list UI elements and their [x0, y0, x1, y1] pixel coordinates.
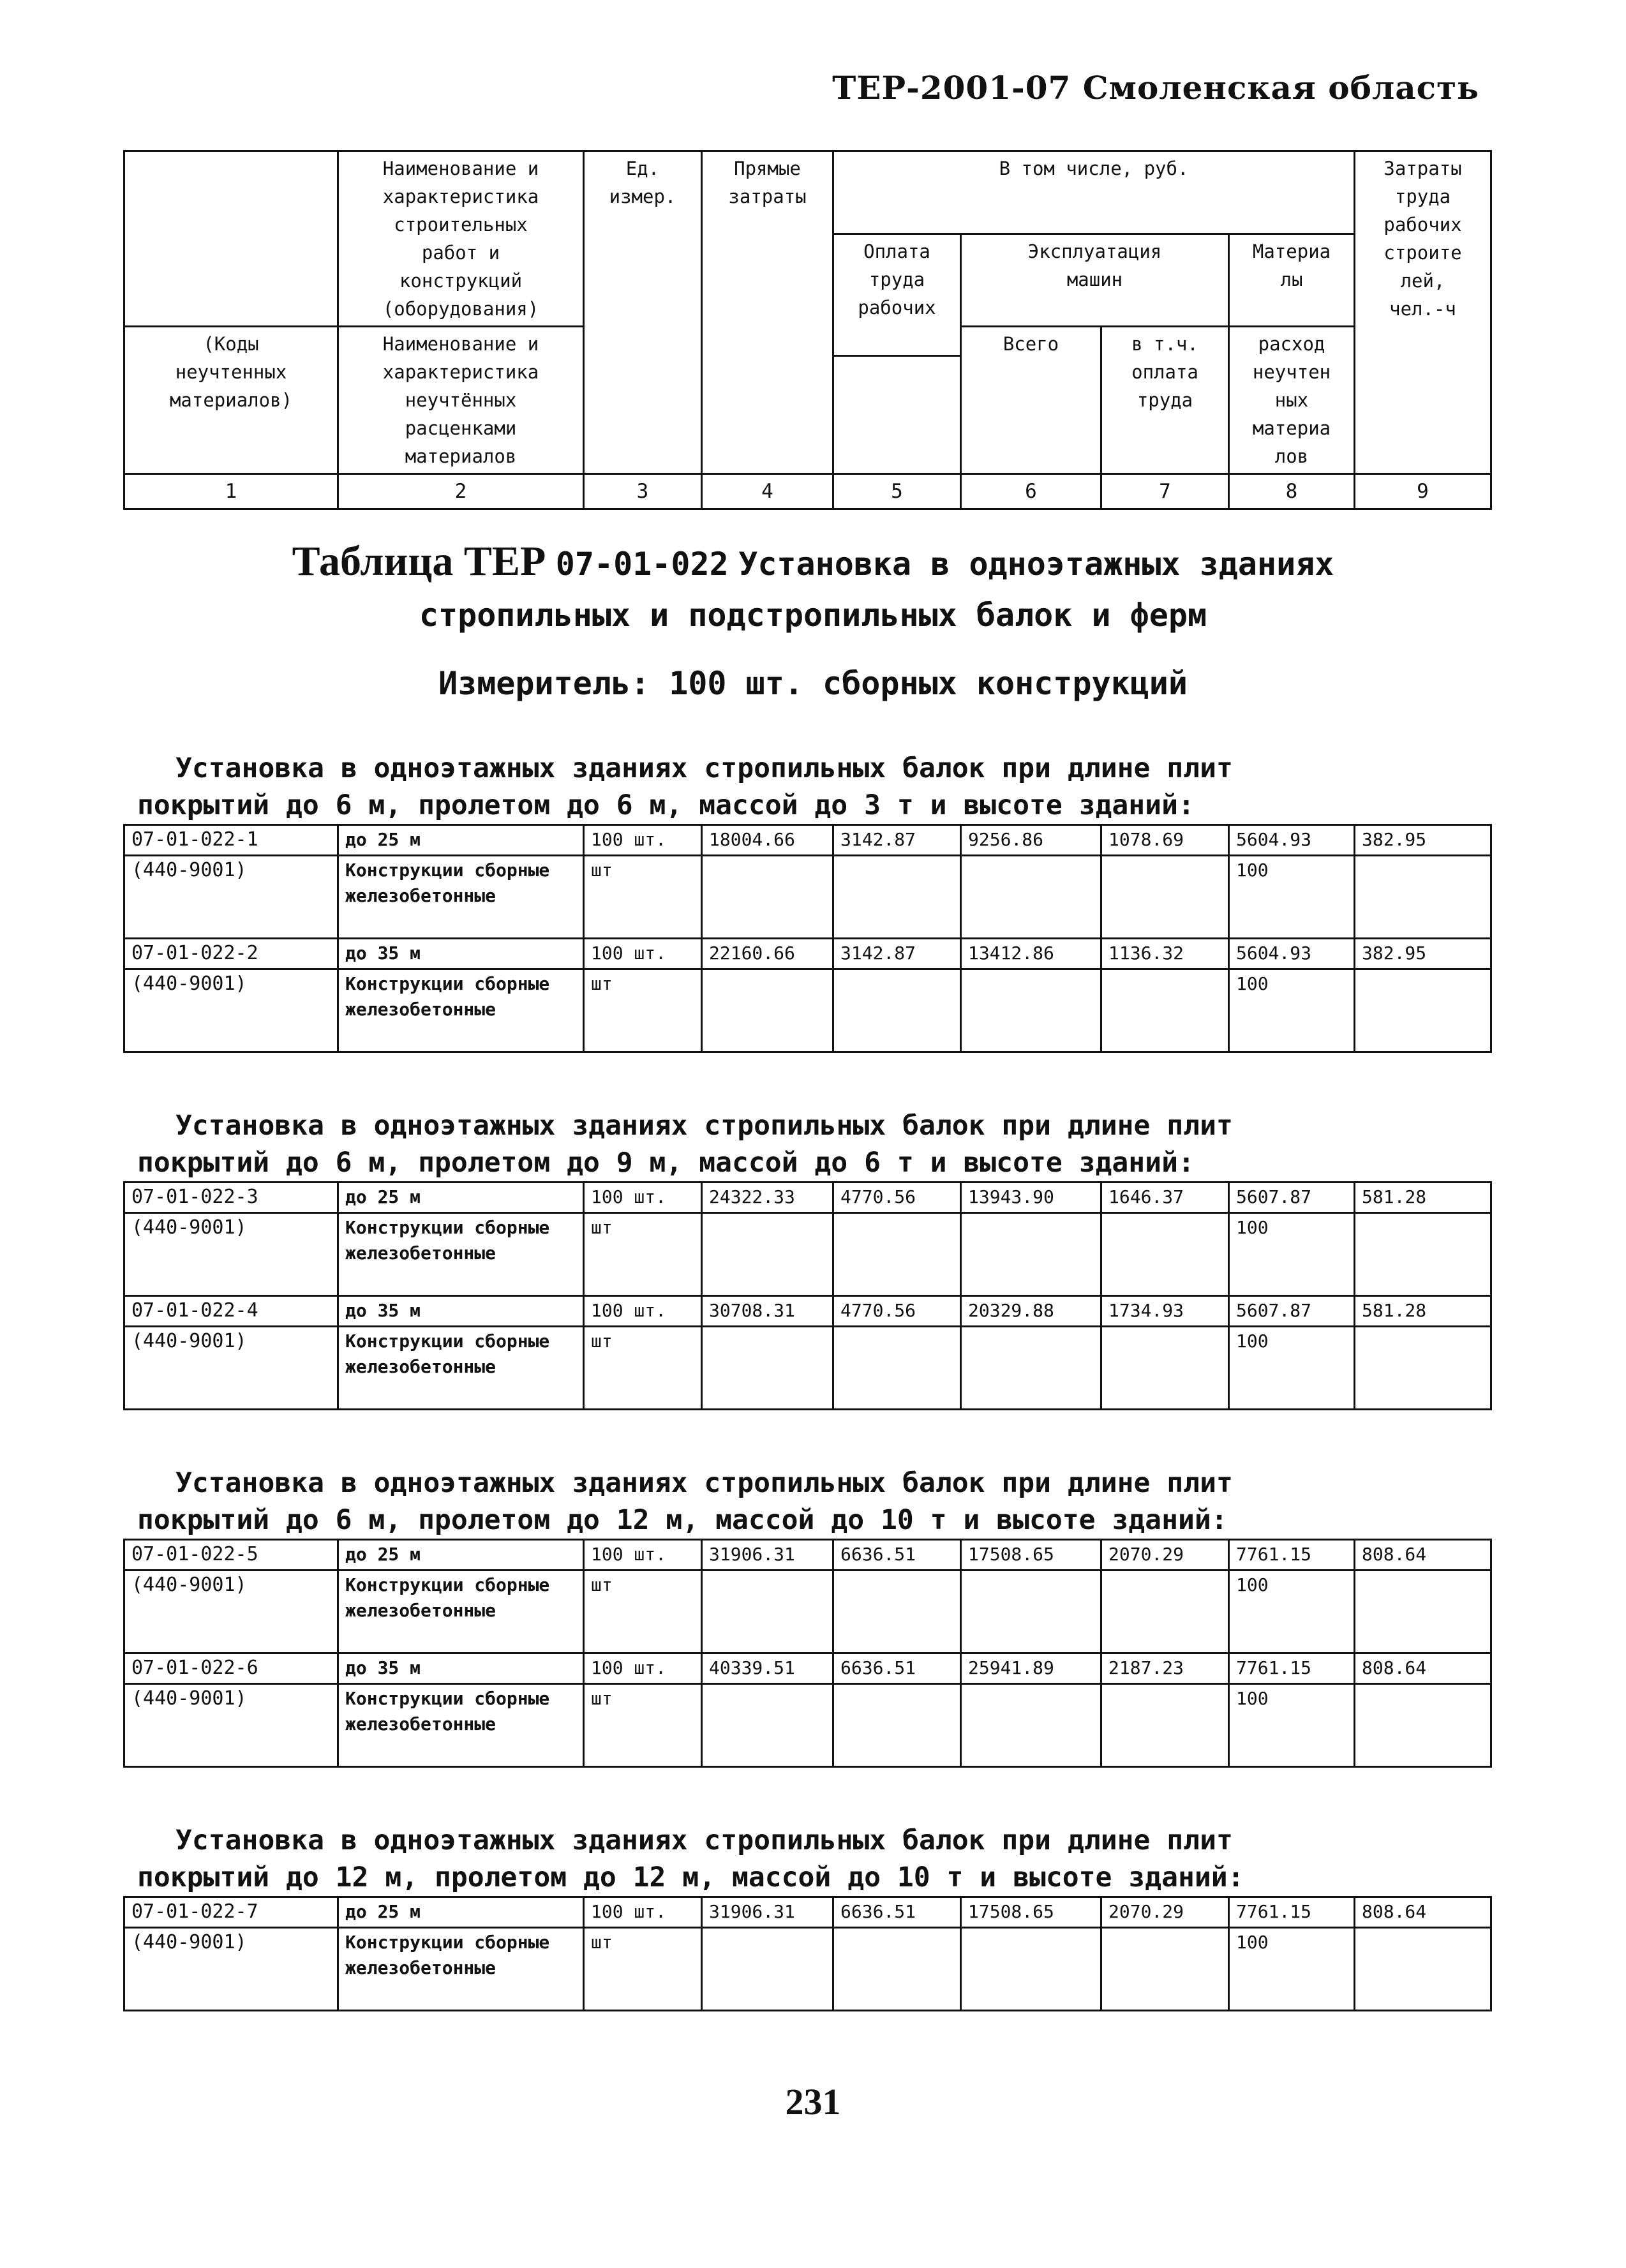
- section-heading-line1: Установка в одноэтажных зданиях стропильных балок при длине плит: [175, 752, 1233, 784]
- header-line: лей,: [1400, 270, 1445, 292]
- cell-labor: [1355, 1327, 1491, 1410]
- cell-materials: 100: [1229, 1213, 1355, 1296]
- cell-direct: [702, 1213, 833, 1296]
- cell-pay: 4770.56: [833, 1296, 961, 1327]
- header-line: расход: [1258, 333, 1325, 355]
- cell-incl-pay: [1101, 856, 1229, 939]
- cell-name: до 25 м: [338, 825, 584, 856]
- cell-direct: [702, 1570, 833, 1653]
- header-line: материалов: [405, 445, 517, 467]
- cell-direct: [702, 1928, 833, 2011]
- col-number: 3: [584, 474, 702, 509]
- header-line: Материа: [1252, 241, 1331, 262]
- cell-labor: [1355, 1213, 1491, 1296]
- section-heading-line1: Установка в одноэтажных зданиях стропильных балок при длине плит: [175, 1467, 1233, 1499]
- cell-incl-pay: 2070.29: [1101, 1540, 1229, 1570]
- header-line: (Коды: [203, 333, 259, 355]
- cell-name: Конструкции сборные железобетонные: [338, 856, 584, 939]
- cell-pay: [833, 1327, 961, 1410]
- header-line: Эксплуатация: [1027, 241, 1162, 262]
- header-line: труда: [1137, 389, 1193, 411]
- cell-machines: [961, 856, 1101, 939]
- header-mat-consumption: [1229, 327, 1355, 474]
- header-line: характеристика: [382, 361, 539, 383]
- cell-pay: [833, 1684, 961, 1767]
- header-materials: [1229, 234, 1355, 327]
- cell-pay: [833, 1213, 961, 1296]
- section-heading: [137, 1107, 1490, 1181]
- cell-labor: 581.28: [1355, 1182, 1491, 1213]
- header-labor-costs: [1355, 151, 1491, 474]
- cell-name: Конструкции сборные железобетонные: [338, 1684, 584, 1767]
- table-title-code: 07-01-022: [555, 546, 729, 583]
- cell-incl-pay: 2187.23: [1101, 1653, 1229, 1684]
- cell-materials: 7761.15: [1229, 1653, 1355, 1684]
- header-unit: [584, 151, 702, 474]
- header-line: неучтенных: [175, 361, 287, 383]
- header-line: Оплата: [863, 241, 930, 262]
- header-incl-pay: [1101, 327, 1229, 474]
- cell-machines: [961, 1327, 1101, 1410]
- col-number: 5: [833, 474, 961, 509]
- cell-materials: 5607.87: [1229, 1296, 1355, 1327]
- header-line: характеристика: [382, 186, 539, 207]
- cell-direct: 31906.31: [702, 1540, 833, 1570]
- header-name-lower: [338, 327, 584, 474]
- cell-incl-pay: 1136.32: [1101, 939, 1229, 969]
- cell-direct: 40339.51: [702, 1653, 833, 1684]
- cell-code: 07-01-022-2: [124, 939, 338, 969]
- cell-direct: [702, 1684, 833, 1767]
- header-name-upper: [338, 151, 584, 327]
- header-line: рабочих: [1384, 214, 1462, 235]
- cell-machines: 25941.89: [961, 1653, 1101, 1684]
- cell-incl-pay: [1101, 1213, 1229, 1296]
- cell-materials: 7761.15: [1229, 1540, 1355, 1570]
- cell-incl-pay: 1646.37: [1101, 1182, 1229, 1213]
- cell-direct: [702, 969, 833, 1052]
- cell-unit: 100 шт.: [584, 1182, 702, 1213]
- header-line: труда: [869, 269, 925, 290]
- header-codes-lower: [124, 327, 338, 474]
- rates-table: [123, 1181, 1492, 1410]
- cell-incl-pay: 1078.69: [1101, 825, 1229, 856]
- cell-unit: 100 шт.: [584, 1653, 702, 1684]
- cell-machines: [961, 1213, 1101, 1296]
- cell-unit: шт: [584, 1570, 702, 1653]
- header-line: Наименование и: [382, 333, 539, 355]
- cell-code: (440-9001): [124, 1213, 338, 1296]
- header-line: рабочих: [858, 297, 936, 318]
- cell-name: до 35 м: [338, 939, 584, 969]
- cell-machines: 13943.90: [961, 1182, 1101, 1213]
- header-line: расценками: [405, 417, 517, 439]
- cell-pay: [833, 969, 961, 1052]
- cell-pay: 6636.51: [833, 1897, 961, 1928]
- corner-cell: [124, 151, 338, 327]
- cell-direct: [702, 856, 833, 939]
- cell-name: до 25 м: [338, 1540, 584, 1570]
- cell-materials: 100: [1229, 856, 1355, 939]
- section-heading-line1: Установка в одноэтажных зданиях стропильных балок при длине плит: [175, 1110, 1233, 1142]
- cell-materials: 100: [1229, 1327, 1355, 1410]
- cell-incl-pay: 2070.29: [1101, 1897, 1229, 1928]
- cell-machines: [961, 1928, 1101, 2011]
- cell-pay: 3142.87: [833, 825, 961, 856]
- material-row: [124, 1684, 1491, 1767]
- section-heading-line2: покрытий до 6 м, пролетом до 6 м, массой до 3 т и высоте зданий:: [137, 789, 1195, 821]
- cell-unit: шт: [584, 1327, 702, 1410]
- page-number: 231: [785, 2081, 841, 2123]
- cell-materials: 5607.87: [1229, 1182, 1355, 1213]
- header-line: строите: [1384, 242, 1462, 264]
- rate-row: [124, 939, 1491, 969]
- cell-code: 07-01-022-4: [124, 1296, 338, 1327]
- col-number: 8: [1229, 474, 1355, 509]
- cell-materials: 100: [1229, 969, 1355, 1052]
- cell-incl-pay: [1101, 1928, 1229, 2011]
- material-row: [124, 1570, 1491, 1653]
- header-total: Всего: [961, 327, 1101, 474]
- col-number: 9: [1355, 474, 1491, 509]
- rates-table: [123, 1539, 1492, 1768]
- rate-row: [124, 1540, 1491, 1570]
- col-number: 1: [124, 474, 338, 509]
- cell-name: до 35 м: [338, 1653, 584, 1684]
- cell-materials: 100: [1229, 1684, 1355, 1767]
- cell-code: 07-01-022-1: [124, 825, 338, 856]
- cell-materials: 100: [1229, 1570, 1355, 1653]
- rate-row: [124, 1653, 1491, 1684]
- cell-code: 07-01-022-5: [124, 1540, 338, 1570]
- cell-unit: шт: [584, 856, 702, 939]
- section-heading-line2: покрытий до 6 м, пролетом до 9 м, массой до 6 т и высоте зданий:: [137, 1147, 1195, 1179]
- cell-incl-pay: [1101, 1327, 1229, 1410]
- cell-direct: [702, 1327, 833, 1410]
- header-line: в т.ч.: [1131, 333, 1198, 355]
- cell-pay: [833, 1928, 961, 2011]
- cell-unit: шт: [584, 969, 702, 1052]
- section-heading-line2: покрытий до 12 м, пролетом до 12 м, массой до 10 т и высоте зданий:: [137, 1861, 1244, 1893]
- cell-name: до 25 м: [338, 1897, 584, 1928]
- header-line: Прямые: [734, 158, 801, 179]
- cell-machines: [961, 1684, 1101, 1767]
- cell-code: 07-01-022-7: [124, 1897, 338, 1928]
- cell-labor: [1355, 1928, 1491, 2011]
- cell-direct: 30708.31: [702, 1296, 833, 1327]
- header-line: материа: [1252, 417, 1331, 439]
- header-direct-costs: [702, 151, 833, 474]
- cell-unit: 100 шт.: [584, 1540, 702, 1570]
- header-line: Ед.: [625, 158, 660, 179]
- header-line: строительных: [394, 214, 528, 235]
- header-line: лов: [1274, 445, 1309, 467]
- cell-unit: шт: [584, 1684, 702, 1767]
- header-line: Наименование и: [382, 158, 539, 179]
- section-heading: [137, 1465, 1490, 1539]
- cell-machines: 9256.86: [961, 825, 1101, 856]
- cell-name: Конструкции сборные железобетонные: [338, 1327, 584, 1410]
- cell-code: 07-01-022-3: [124, 1182, 338, 1213]
- header-line: неучтённых: [405, 389, 517, 411]
- cell-code: (440-9001): [124, 856, 338, 939]
- cell-labor: 808.64: [1355, 1653, 1491, 1684]
- cell-labor: 382.95: [1355, 939, 1491, 969]
- cell-labor: 808.64: [1355, 1897, 1491, 1928]
- cell-code: (440-9001): [124, 969, 338, 1052]
- cell-pay: 3142.87: [833, 939, 961, 969]
- header-line: труда: [1394, 186, 1451, 207]
- cell-machines: [961, 969, 1101, 1052]
- rate-row: [124, 1296, 1491, 1327]
- cell-incl-pay: 1734.93: [1101, 1296, 1229, 1327]
- cell-name: Конструкции сборные железобетонные: [338, 1570, 584, 1653]
- column-header-table: [123, 150, 1492, 510]
- cell-machines: 17508.65: [961, 1897, 1101, 1928]
- cell-pay: [833, 1570, 961, 1653]
- running-header: ТЕР-2001-07 Смоленская область: [832, 69, 1479, 107]
- cell-labor: 382.95: [1355, 825, 1491, 856]
- cell-incl-pay: [1101, 969, 1229, 1052]
- header-line: чел.-ч: [1389, 298, 1456, 320]
- cell-unit: 100 шт.: [584, 825, 702, 856]
- rate-row: [124, 825, 1491, 856]
- cell-direct: 31906.31: [702, 1897, 833, 1928]
- cell-code: (440-9001): [124, 1570, 338, 1653]
- table-title-line2: стропильных и подстропильных балок и ферм: [419, 597, 1207, 634]
- section-heading: [137, 1822, 1490, 1896]
- cell-labor: [1355, 969, 1491, 1052]
- header-line: конструкций: [399, 270, 523, 292]
- cell-materials: 5604.93: [1229, 939, 1355, 969]
- table-title-line1: Установка в одноэтажных зданиях: [738, 546, 1334, 583]
- cell-unit: 100 шт.: [584, 1897, 702, 1928]
- cell-name: Конструкции сборные железобетонные: [338, 969, 584, 1052]
- header-pay: [833, 234, 961, 356]
- cell-name: Конструкции сборные железобетонные: [338, 1213, 584, 1296]
- cell-machines: 13412.86: [961, 939, 1101, 969]
- cell-incl-pay: [1101, 1684, 1229, 1767]
- cell-name: Конструкции сборные железобетонные: [338, 1928, 584, 2011]
- cell-materials: 100: [1229, 1928, 1355, 2011]
- cell-pay: [833, 856, 961, 939]
- cell-pay: 6636.51: [833, 1540, 961, 1570]
- measure-unit: Измеритель: 100 шт. сборных конструкций: [438, 665, 1188, 702]
- material-row: [124, 1327, 1491, 1410]
- cell-pay: 6636.51: [833, 1653, 961, 1684]
- section-heading-line1: Установка в одноэтажных зданиях стропильных балок при длине плит: [175, 1824, 1233, 1856]
- cell-labor: [1355, 1684, 1491, 1767]
- cell-direct: 18004.66: [702, 825, 833, 856]
- header-including: В том числе, руб.: [833, 151, 1355, 234]
- header-line: работ и: [421, 242, 500, 264]
- cell-code: (440-9001): [124, 1928, 338, 2011]
- header-line: материалов): [169, 389, 293, 411]
- cell-direct: 24322.33: [702, 1182, 833, 1213]
- cell-materials: 7761.15: [1229, 1897, 1355, 1928]
- material-row: [124, 856, 1491, 939]
- section-heading: [137, 750, 1490, 824]
- cell-machines: 17508.65: [961, 1540, 1101, 1570]
- cell-code: (440-9001): [124, 1684, 338, 1767]
- section-heading-line2: покрытий до 6 м, пролетом до 12 м, массой до 10 т и высоте зданий:: [137, 1504, 1228, 1536]
- table-title: [0, 536, 1626, 641]
- material-row: [124, 969, 1491, 1052]
- cell-unit: 100 шт.: [584, 1296, 702, 1327]
- header-machines: [961, 234, 1229, 327]
- cell-unit: шт: [584, 1213, 702, 1296]
- rates-table: [123, 1896, 1492, 2011]
- header-line: (оборудования): [382, 298, 539, 320]
- col-number: 6: [961, 474, 1101, 509]
- col-number: 7: [1101, 474, 1229, 509]
- table-title-label: Таблица ТЕР: [292, 538, 546, 585]
- header-line: оплата: [1131, 361, 1198, 383]
- header-line: затраты: [728, 186, 807, 207]
- cell-machines: 20329.88: [961, 1296, 1101, 1327]
- header-line: ных: [1274, 389, 1309, 411]
- header-line: Затраты: [1384, 158, 1462, 179]
- cell-direct: 22160.66: [702, 939, 833, 969]
- cell-unit: шт: [584, 1928, 702, 2011]
- material-row: [124, 1213, 1491, 1296]
- col-number: 4: [702, 474, 833, 509]
- cell-labor: 581.28: [1355, 1296, 1491, 1327]
- header-line: лы: [1280, 269, 1303, 290]
- header-line: измер.: [609, 186, 676, 207]
- cell-unit: 100 шт.: [584, 939, 702, 969]
- cell-materials: 5604.93: [1229, 825, 1355, 856]
- cell-name: до 35 м: [338, 1296, 584, 1327]
- cell-labor: [1355, 1570, 1491, 1653]
- cell-labor: [1355, 856, 1491, 939]
- cell-code: 07-01-022-6: [124, 1653, 338, 1684]
- header-line: машин: [1066, 269, 1123, 290]
- rate-row: [124, 1897, 1491, 1928]
- cell-incl-pay: [1101, 1570, 1229, 1653]
- header-pay-lower: [833, 356, 961, 474]
- cell-machines: [961, 1570, 1101, 1653]
- rates-table: [123, 824, 1492, 1053]
- cell-name: до 25 м: [338, 1182, 584, 1213]
- cell-pay: 4770.56: [833, 1182, 961, 1213]
- col-number: 2: [338, 474, 584, 509]
- cell-labor: 808.64: [1355, 1540, 1491, 1570]
- cell-code: (440-9001): [124, 1327, 338, 1410]
- rate-row: [124, 1182, 1491, 1213]
- material-row: [124, 1928, 1491, 2011]
- header-line: неучтен: [1252, 361, 1331, 383]
